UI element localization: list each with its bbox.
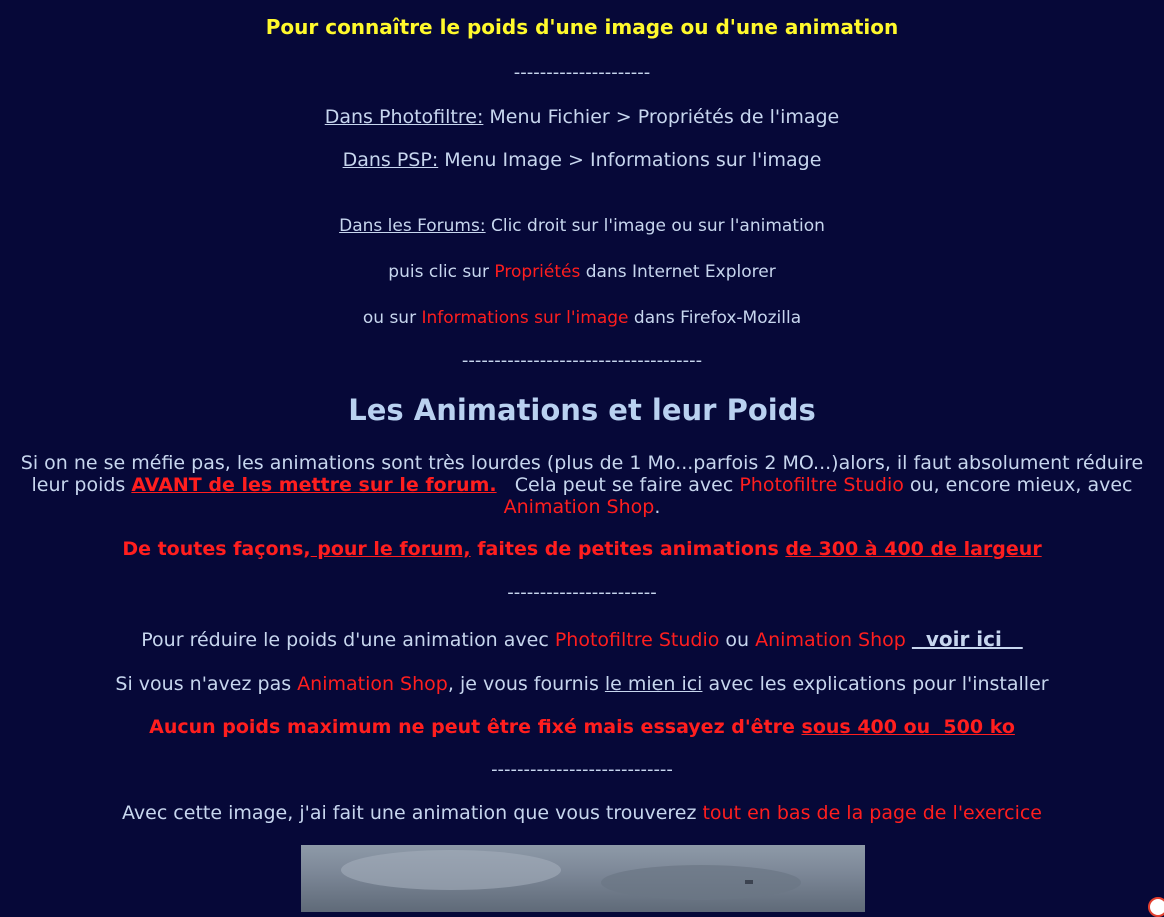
text: dans Firefox-Mozilla — [628, 308, 802, 328]
text: ou, encore mieux, avec — [903, 474, 1133, 496]
text: Aucun poids maximum ne peut être fixé mais essayez d'être — [149, 716, 802, 738]
le-mien-ici-link[interactable]: le mien ici — [604, 673, 703, 695]
reduce-line — [0, 627, 1164, 651]
text: , je vous fournis — [447, 673, 605, 695]
warning-line — [0, 538, 1164, 560]
photofiltre-studio-label: Photofiltre Studio — [739, 474, 904, 496]
forums-line — [0, 216, 1164, 236]
text: ou sur — [362, 308, 422, 328]
intro-paragraph — [8, 452, 1156, 518]
text: faites de petites animations — [470, 538, 786, 560]
install-line — [0, 673, 1164, 695]
voir-ici-link[interactable]: voir ici — [911, 627, 1023, 651]
psp-line — [0, 149, 1164, 171]
photofiltre-text: Menu Fichier > Propriétés de l'image — [483, 106, 840, 128]
text: pour le forum, — [310, 538, 471, 560]
forums-text: Clic droit sur l'image ou sur l'animation — [485, 216, 825, 236]
text: dans Internet Explorer — [580, 262, 776, 282]
photofiltre-line — [0, 106, 1164, 128]
text: puis clic sur — [388, 262, 495, 282]
section-title: Les Animations et leur Poids — [348, 393, 816, 427]
info-label: Informations sur l'image — [421, 308, 629, 328]
properties-label: Propriétés — [494, 262, 581, 282]
text: tout en bas de la page de l'exercice — [702, 802, 1042, 824]
text: de 300 à 400 de largeur — [785, 538, 1042, 560]
forums-line-2 — [0, 262, 1164, 282]
text: Si on ne se méfie pas, les animations sont très lourdes (plus de 1 Mo...parfois 2 MO...)alors, il faut absolument réduire leur poids — [20, 452, 1144, 496]
animation-shop-label: Animation Shop — [297, 673, 448, 695]
before-forum-link[interactable]: AVANT de les mettre sur le forum. — [131, 474, 497, 496]
text: De toutes façons, — [122, 538, 311, 560]
sky-image — [301, 845, 865, 912]
text: ou — [719, 629, 756, 651]
separator: --------------------- — [513, 62, 651, 83]
text: . — [654, 496, 661, 518]
photofiltre-studio-label: Photofiltre Studio — [554, 629, 720, 651]
cloud-shape — [601, 865, 801, 900]
max-weight-line — [0, 716, 1164, 738]
forums-link[interactable]: Dans les Forums: — [339, 216, 486, 236]
text: Cela peut se faire avec — [496, 474, 740, 496]
text: Si vous n'avez pas — [115, 673, 298, 695]
separator: ----------------------- — [507, 582, 657, 603]
forums-line-3 — [0, 308, 1164, 328]
animation-shop-label: Animation Shop — [503, 496, 655, 518]
text: Pour réduire le poids d'une animation avec — [141, 629, 555, 651]
psp-text: Menu Image > Informations sur l'image — [438, 149, 822, 171]
psp-link[interactable]: Dans PSP: — [342, 149, 439, 171]
text: sous 400 ou 500 ko — [801, 716, 1015, 738]
animation-shop-label: Animation Shop — [755, 629, 906, 651]
text: avec les explications pour l'installer — [702, 673, 1049, 695]
corner-widget-icon[interactable] — [1148, 897, 1164, 917]
bird-shape — [745, 880, 753, 884]
separator: ---------------------------- — [491, 759, 673, 780]
text: Avec cette image, j'ai fait une animation que vous trouverez — [122, 802, 703, 824]
cloud-shape — [341, 850, 561, 890]
page-heading: Pour connaître le poids d'une image ou d'une animation — [265, 15, 899, 39]
image-note-line — [0, 802, 1164, 824]
separator: ------------------------------------- — [461, 350, 703, 371]
photofiltre-link[interactable]: Dans Photofiltre: — [324, 106, 484, 128]
